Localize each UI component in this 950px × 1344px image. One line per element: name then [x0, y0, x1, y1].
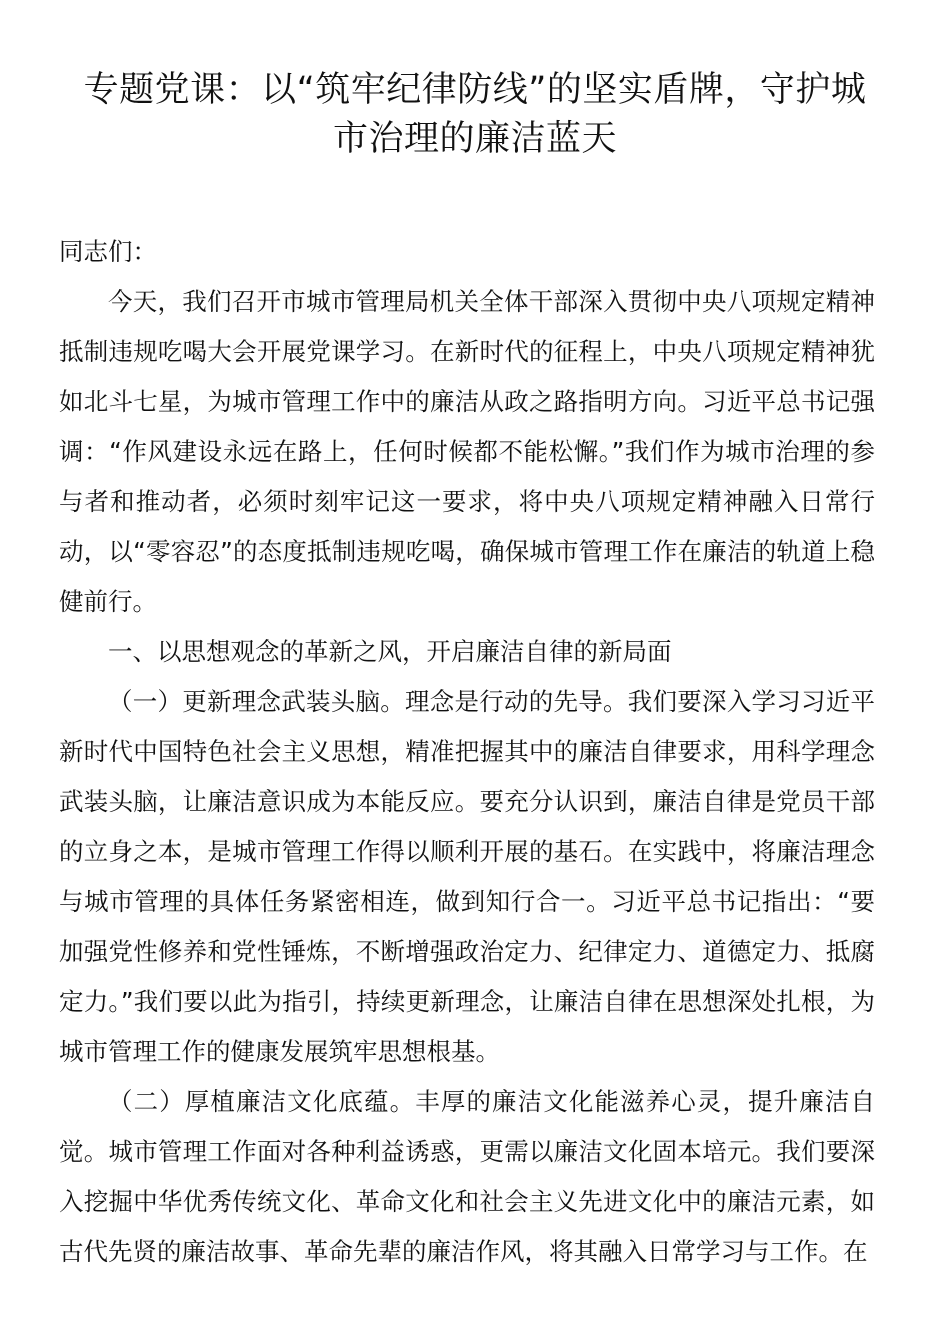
paragraph-subsection-2: （二）厚植廉洁文化底蕴。丰厚的廉洁文化能滋养心灵，提升廉洁自觉。城市管理工作面对各种利益诱惑，更需以廉洁文化固本培元。我们要深入挖掘中华优秀传统文化、革命文化和社会主义先进文化中的廉洁元素，如古代先贤的廉洁故事、革命先辈的廉洁作风，将其融入日常学习与工作。在 [59, 1087, 875, 1266]
document-body [59, 227, 875, 1277]
paragraph-subsection-1: （一）更新理念武装头脑。理念是行动的先导。我们要深入学习习近平新时代中国特色社会主义思想，精准把握其中的廉洁自律要求，用科学理念武装头脑，让廉洁意识成为本能反应。要充分认识到，廉洁自律是党员干部的立身之本，是城市管理工作得以顺利开展的基石。在实践中，将廉洁理念与城市管理的具体任务紧密相连，做到知行合一。习近平总书记指出：“要加强党性修养和党性锤炼，不断增强政治定力、纪律定力、道德定力、抵腐定力。”我们要以此为指引，持续更新理念，让廉洁自律在思想深处扎根，为城市管理工作的健康发展筑牢思想根基。 [59, 687, 875, 1066]
section-heading-1: 一、以思想观念的革新之风，开启廉洁自律的新局面 [108, 637, 672, 666]
paragraph-intro: 今天，我们召开市城市管理局机关全体干部深入贯彻中央八项规定精神抵制违规吃喝大会开展党课学习。在新时代的征程上，中央八项规定精神犹如北斗七星，为城市管理工作中的廉洁从政之路指明方向。习近平总书记强调：“作风建设永远在路上，任何时候都不能松懈。”我们作为城市治理的参与者和推动者，必须时刻牢记这一要求，将中央八项规定精神融入日常行动，以“零容忍”的态度抵制违规吃喝，确保城市管理工作在廉洁的轨道上稳健前行。 [59, 287, 875, 616]
salutation: 同志们： [59, 237, 157, 266]
document-title: 专题党课：以“筑牢纪律防线”的坚实盾牌，守护城市治理的廉洁蓝天 [83, 70, 867, 159]
